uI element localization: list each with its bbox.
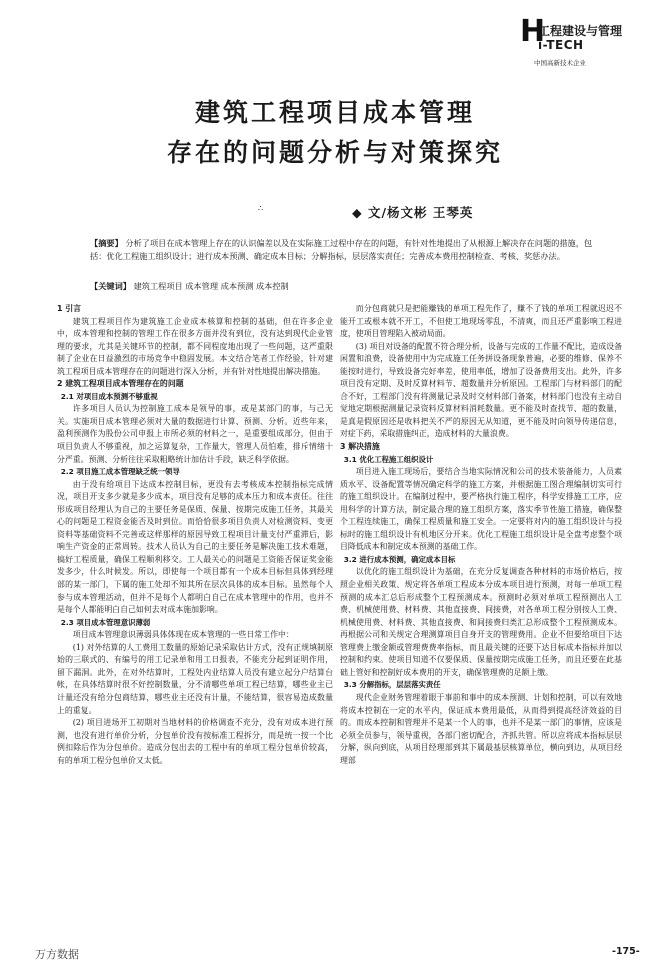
paragraph: (1) 对外结算的人工费用工数量的原始记录采取估计方式，没有正规填制原始的三联式的、有编号的用工记录单和用工日报表，不能充分起到证明作用，留下漏洞。此外，在对外结算时，工程处内业结算人员没有建立起分户结算台帐，在具体结算时很不好控制数量，分不清哪些单项工程已结算，哪些业主已计量还没有给分包商结算，哪些业主还没有计量，不能结算，很容易造成数量上的重复。 xyxy=(57,642,333,715)
page-number: -175- xyxy=(612,946,640,957)
keywords-text: 建筑工程项目 成本管理 成本预测 成本控制 xyxy=(133,281,289,291)
article-title-line-1: 建筑工程项目成本管理 xyxy=(194,98,475,127)
keywords xyxy=(90,280,600,293)
paragraph: (3) 项目对设备的配置不符合理分析，设备与完成的工作量不配比，造成设备闲置和浪费，设备使用中为完成施工任务拼设备现象普遍，必要的维修、保养不能按时进行，导致设备完好率差，使用率低，增加了设备费用支出。此外，许多项目没有定期、及时反算材料节、超数量并分析原因。工程部门与材料部门的配合不好，工程部门没有将测量记录及时交材料部门备案，材料部门也没有主动自觉地定期根据测量记录资料反算材料消耗数量。更不能及时查找节、超的数量，是真是假原因还是收料把关不严的原因无从知道，更不能及时向领导传递信息，对症下药，采取措施纠正，造成材料的大量浪费。 xyxy=(340,341,622,439)
paragraph: 由于没有给项目下达成本控制目标，更没有去考核成本控制指标完成情况，项目开支多少就是多少成本，项目没有足够的成本压力和成本责任。往往形成项目经理认为自己的主要任务是保质、保量、按期完成施工任务，其最关心的问题是工程资金能否及时到位。而恰恰很多项目负责人对检测资料、变更资料等基础资料不完善或这样那样的原因导致工程项目计量支付严重滞后，影响生产资金的正常周转。技术人员认为自己的主要任务是解决施工技术难题，搞好工程质量，确保工程顺利移交。工人最关心的问题是工资能否保证奖金能发多少，什么时候发。所以，即使每一个项目都有一个成本目标但具体到经理部的某一部门，下属的施工处却不知其所在层次具体的成本目标。虽然每个人参与成本管理活动，但并不是每个人都明白自己在成本管理中的作用，也并不是每个人都能明白自己如何去对成本施加影响。 xyxy=(57,479,333,615)
footer-watermark: 万方数据 xyxy=(35,948,79,961)
journal-brand xyxy=(520,14,660,67)
paragraph: 项目进入施工现场后，要结合当地实际情况和公司的技术装备能力，人员素质水平、设备配置等情况确定科学的施工方案，并根据施工图合理编制切实可行的施工组织设计。在编制过程中，要严格执行施工程序，科学安排施工工序，应用科学的计算方法，制定最合理的施工组织方案，落实季节性施工措施，确保整个工程连续施工，确保工程质量和施工安全。一定要将对内的施工组织设计与投标时的施工组织设计有机地区分开来。优化工程施工组织设计是全盘考虑整个项目降低成本和制定成本预测的基础工作。 xyxy=(340,467,622,552)
abstract-label: 【摘要】 xyxy=(90,238,123,248)
left-column xyxy=(57,303,333,767)
brand-subtitle: 中国高新技术企业 xyxy=(534,59,586,67)
paragraph: 现代企业财务管理着眼于事前和事中的成本预测、计划和控制，可以有效地将成本控制在一定的水平内，保证成本费用最低，从而得到提高经济效益的目的。而成本控制和管理并不是某一个人的事，也并不是某一部门的事情，应该是必须全员参与，领导重视，各部门密切配合，齐抓共管。所以应将成本指标层层分解，纵向到底，从项目经理部到其下属最基层核算单位，横向到边，从项目经理部 xyxy=(340,692,622,765)
section-heading: 2.1 对项目成本预测不够重视 xyxy=(60,391,158,401)
paragraph: 而分包商就只是把能赚钱的单项工程先作了，赚不了钱的单项工程就迟迟不能开工或根本就不开工，不但使工地现场零乱，不清爽，而且还严重影响工程进度，使项目管理陷入被动局面。 xyxy=(340,304,622,339)
section-heading: 2.3 项目成本管理意识薄弱 xyxy=(60,617,151,627)
abstract-text: 分析了项目在成本管理上存在的认识偏差以及在实际施工过程中存在的问题，有针对性地提出了从根源上解决存在问题的措施，包括：优化工程施工组织设计；进行成本预测、确定成本目标；分解指标，层层落实责任；完善成本费用控制检查、考核、奖惩办法。 xyxy=(90,238,593,261)
brand-logo-letter: H xyxy=(520,14,546,49)
keywords-label: 【关键词】 xyxy=(90,281,131,291)
paragraph: (2) 项目进场开工初期对当地材料的价格调查不充分，没有对成本进行预测，也没有进行单价分析，分包单价没有按标准工程拆分，而是统一按一个比例扣除后作为分包单价。造成分包出去的工程中有的单项工程分包单价较高，有的单项工程分包单价又太低。 xyxy=(57,718,333,765)
section-heading: 3.3 分解指标，层层落实责任 xyxy=(343,680,441,690)
paragraph: 以优化的施工组织设计为基础，在充分反复调查各种材料的市场价格后，按照企业相关政策、规定将各单项工程成本分成本项目进行预测，对每一单项工程预测的成本汇总后形成整个工程预测成本。预测时必须对单项工程预测出人工费、机械使用费、材料费、其他直接费、间接费，对各单项工程分别按人工费、机械使用费、材料费、其他直接费、和间接费归类汇总形成整个工程预测成本。再根据公司和关规定合理测算项目自身开支的管理费用。企业不但要给项目下达管理费上缴金额或管理费费率指标，而且最关键的还要下达目标成本指标并加以控制和约束。使项目知道不仅要保质、保量按期完成施工任务，而且还要在此基础上管好和控制好成本费用的开支，确保管理费的足额上缴。 xyxy=(340,567,622,677)
section-heading: 2.2 项目施工成本管理缺乏统一领导 xyxy=(60,467,180,477)
section-heading: 2 建筑工程项目成本管理存在的问题 xyxy=(57,379,184,389)
brand-chinese-name: 工程建设与管理 xyxy=(538,24,623,38)
paragraph: 项目成本管理意识薄弱具体体现在成本管理的一些日常工作中： xyxy=(72,630,294,640)
brand-english-name: i-TECH xyxy=(538,38,584,52)
section-heading: 3.1 优化工程施工组织设计 xyxy=(343,454,434,464)
abstract xyxy=(90,237,600,263)
section-heading: 3 解决措施 xyxy=(340,442,380,452)
article-title-line-2: 存在的问题分析与对策探究 xyxy=(166,138,503,167)
author-byline: ◆ 文/杨文彬 王琴英 xyxy=(352,205,474,220)
section-heading: 3.2 进行成本预测，确定成本目标 xyxy=(343,554,456,564)
decorative-dot: ∴ xyxy=(258,204,264,213)
section-heading: 1 引言 xyxy=(57,304,82,313)
right-column xyxy=(340,303,622,767)
paragraph: 许多项目人员认为控制施工成本是领导的事，或是某部门的事，与己无关。实施项目成本管理必须对大量的数据进行计算、预测、分析。近些年来，盈利预测作为股份公司申报上市所必须的材料之一，是重要组成部分，但由于项目负责人不够重视，加之运算复杂，工作量大，管理人员怕难，排斥情绪十分严重。预测、分析往往采取粗略统计加估计手段，缺乏科学依据。 xyxy=(57,404,333,464)
paragraph: 建筑工程项目作为建筑施工企业成本核算和控制的基础，但在许多企业中，成本管理和控制的管理工作在很多方面并没有到位，没有达到现代企业管理的要求，尤其是关键环节的控制，都不同程度地出现了一些问题，这严重限制了企业在日益激烈的市场竞争中稳固发展。本文结合笔者工作经验，针对建筑工程项目成本管理存在的问题进行深入分析，并有针对性地提出解决措施。 xyxy=(57,316,333,376)
